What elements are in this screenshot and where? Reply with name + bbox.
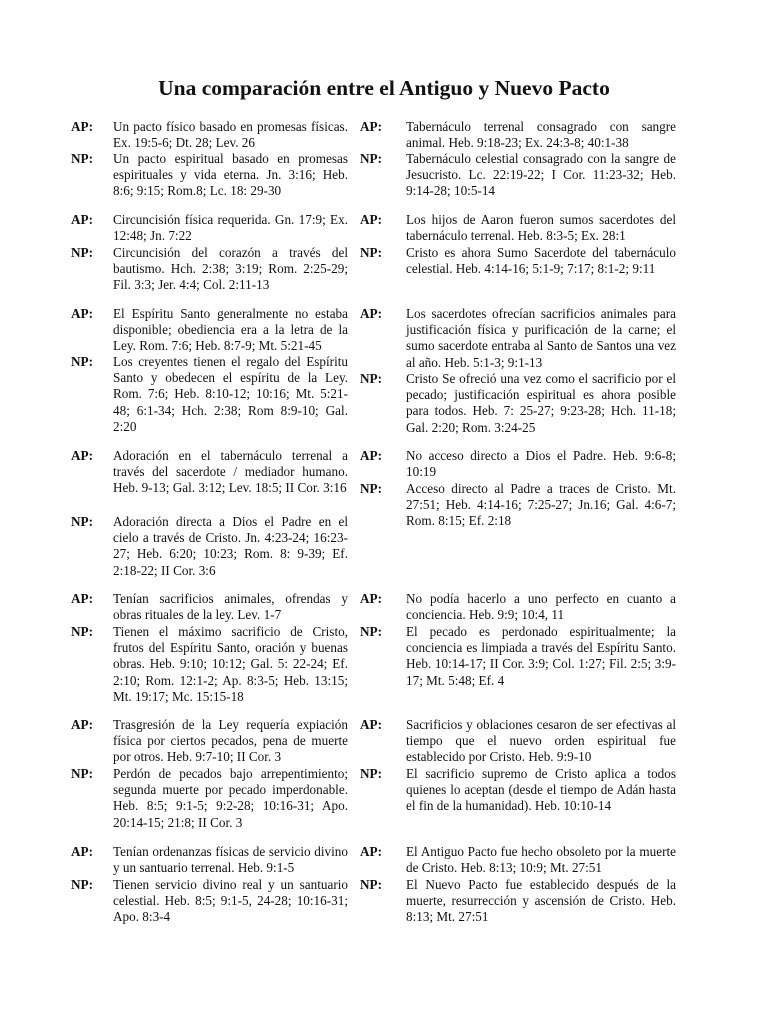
entry-label: AP: (71, 212, 93, 227)
comparison-entry (71, 448, 348, 497)
entry-label: NP: (360, 624, 382, 639)
page-title: Una comparación entre el Antiguo y Nuevo Pacto (158, 76, 610, 100)
entry-text: Perdón de pecados bajo arrepentimiento; segunda muerte por pecado imperdonable. Heb. 8:5; 9:1-5; 9:2-28; 10:16-31; Apo. 20:14-15; 21:8; II Cor. 3 (113, 766, 348, 830)
entry-label: NP: (360, 877, 382, 892)
comparison-entry (71, 591, 348, 623)
entry-label: AP: (360, 448, 382, 463)
entry-text: Tabernáculo celestial consagrado con la sangre de Jesucristo. Lc. 22:19-22; I Cor. 11:23-32; Heb. 9:14-28; 10:5-14 (406, 151, 676, 199)
entry-label: NP: (71, 245, 93, 260)
entry-text: El sacrificio supremo de Cristo aplica a todos quienes lo aceptan (desde el tiempo de Adán hasta el fin de la humanidad). Heb. 10:10-14 (406, 766, 676, 814)
entry-label: NP: (360, 766, 382, 781)
comparison-entry (71, 151, 348, 200)
entry-label: AP: (71, 119, 93, 134)
entry-text: Adoración directa a Dios el Padre en el cielo a través de Cristo. Jn. 4:23-24; 16:23-27; Heb. 6:20; 10:23; Rom. 8: 9-39; Ef. 2:18-22; II Cor. 3:6 (113, 514, 348, 578)
comparison-entry (360, 717, 676, 766)
entry-label: AP: (360, 119, 382, 134)
comparison-entry (360, 371, 676, 436)
comparison-entry (71, 306, 348, 355)
entry-text: Sacrificios y oblaciones cesaron de ser efectivas al tiempo que el nuevo orden espiritual fue establecido por Cristo. Heb. 9:9-10 (406, 717, 676, 765)
entry-text: Tenían ordenanzas físicas de servicio divino y un santuario terrenal. Heb. 9:1-5 (113, 844, 348, 876)
comparison-entry (360, 624, 676, 689)
entry-text: Tabernáculo terrenal consagrado con sangre animal. Heb. 9:18-23; Ex. 24:3-8; 40:1-38 (406, 119, 676, 151)
comparison-entry (360, 481, 676, 530)
comparison-entry (360, 151, 676, 200)
comparison-entry (360, 877, 676, 926)
comparison-entry (71, 245, 348, 294)
entry-text: Los hijos de Aaron fueron sumos sacerdotes del tabernáculo terrenal. Heb. 8:3-5; Ex. 28:1 (406, 212, 676, 244)
comparison-entry (71, 844, 348, 876)
entry-label: AP: (360, 591, 382, 606)
entry-text: Tienen servicio divino real y un santuario celestial. Heb. 8:5; 9:1-5, 24-28; 10:16-31; Apo. 8:3-4 (113, 877, 348, 925)
entry-label: NP: (71, 354, 93, 369)
entry-label: AP: (71, 717, 93, 732)
entry-text: No podía hacerlo a uno perfecto en cuanto a conciencia. Heb. 9:9; 10:4, 11 (406, 591, 676, 623)
comparison-entry (360, 119, 676, 151)
comparison-entry (360, 245, 676, 277)
entry-text: Un pacto físico basado en promesas físicas. Ex. 19:5-6; Dt. 28; Lev. 26 (113, 119, 348, 151)
entry-text: Cristo Se ofreció una vez como el sacrificio por el pecado; justificación espiritual es ahora posible para todos. Heb. 7: 25-27; 9:23-28; Hch. 11-18; Gal. 2:20; Rom. 3:24-25 (406, 371, 676, 435)
comparison-entry (360, 591, 676, 623)
comparison-entry (71, 624, 348, 705)
entry-label: AP: (360, 306, 382, 321)
entry-label: NP: (71, 514, 93, 529)
entry-text: Adoración en el tabernáculo terrenal a través del sacerdote / mediador humano. Heb. 9-13; Gal. 3:12; Lev. 18:5; II Cor. 3:16 (113, 448, 348, 496)
entry-text: No acceso directo a Dios el Padre. Heb. 9:6-8; 10:19 (406, 448, 676, 480)
comparison-entry (71, 212, 348, 244)
entry-label: AP: (360, 212, 382, 227)
entry-text: Los sacerdotes ofrecían sacrificios animales para justificación física y purificación de la carne; el sumo sacerdote entraba al Santo de Santos una vez al año. Heb. 5:1-3; 9:1-13 (406, 306, 676, 370)
entry-label: AP: (71, 306, 93, 321)
comparison-entry (360, 212, 676, 244)
comparison-entry (360, 448, 676, 480)
comparison-entry (360, 766, 676, 815)
entry-label: NP: (360, 245, 382, 260)
entry-text: Un pacto espiritual basado en promesas espirituales y vida eterna. Jn. 3:16; Heb. 8:6; 9:15; Rom.8; Lc. 18: 29-30 (113, 151, 348, 199)
entry-label: NP: (360, 481, 382, 496)
comparison-entry (71, 717, 348, 766)
entry-text: Tienen el máximo sacrificio de Cristo, frutos del Espíritu Santo, oración y buenas obras. Heb. 9:10; 10:12; Gal. 5: 22-24; Ef. 2:10; Rom. 12:1-2; Ap. 8:3-5; Heb. 13:15; Mt. 19:17; Mc. 15:15-18 (113, 624, 348, 704)
comparison-entry (71, 514, 348, 579)
entry-text: Tenían sacrificios animales, ofrendas y obras rituales de la ley. Lev. 1-7 (113, 591, 348, 623)
entry-label: NP: (360, 371, 382, 386)
entry-text: El Antiguo Pacto fue hecho obsoleto por la muerte de Cristo. Heb. 8:13; 10:9; Mt. 27:51 (406, 844, 676, 876)
comparison-entry (71, 354, 348, 435)
entry-label: AP: (360, 717, 382, 732)
entry-label: AP: (360, 844, 382, 859)
entry-text: El pecado es perdonado espiritualmente; la conciencia es limpiada a través del Espíritu Santo. Heb. 10:14-17; II Cor. 3:9; Col. 1:27; Fil. 2:5; 3:9-17; Mt. 5:48; Ef. 4 (406, 624, 676, 688)
entry-text: El Nuevo Pacto fue establecido después de la muerte, resurrección y ascensión de Cristo. Heb. 8:13; Mt. 27:51 (406, 877, 676, 925)
entry-label: AP: (71, 591, 93, 606)
entry-text: Circuncisión física requerida. Gn. 17:9; Ex. 12:48; Jn. 7:22 (113, 212, 348, 244)
entry-label: NP: (71, 624, 93, 639)
entry-label: NP: (71, 877, 93, 892)
entry-label: AP: (71, 844, 93, 859)
entry-text: Trasgresión de la Ley requería expiación física por ciertos pecados, pena de muerte por otros. Heb. 9:7-10; II Cor. 3 (113, 717, 348, 765)
entry-label: NP: (71, 151, 93, 166)
entry-text: El Espíritu Santo generalmente no estaba disponible; obediencia era a la letra de la Ley. Rom. 7:6; Heb. 8:7-9; Mt. 5:21-45 (113, 306, 348, 354)
comparison-entry (71, 766, 348, 831)
comparison-entry (360, 306, 676, 371)
entry-text: Acceso directo al Padre a traces de Cristo. Mt. 27:51; Heb. 4:14-16; 7:25-27; Jn.16; Gal. 4:6-7; Rom. 8:15; Ef. 2:18 (406, 481, 676, 529)
entry-text: Circuncisión del corazón a través del bautismo. Hch. 2:38; 3:19; Rom. 2:25-29; Fil. 3:3; Jer. 4:4; Col. 2:11-13 (113, 245, 348, 293)
entry-label: NP: (71, 766, 93, 781)
comparison-entry (71, 119, 348, 151)
comparison-entry (71, 877, 348, 926)
comparison-entry (360, 844, 676, 876)
entry-label: NP: (360, 151, 382, 166)
entry-text: Los creyentes tienen el regalo del Espíritu Santo y obedecen el espíritu de la Ley. Rom. 7:6; Heb. 8:10-12; 10:16; Mt. 5:21-48; 6:1-34; Hch. 2:38; Rom 8:9-10; Gal. 2:20 (113, 354, 348, 434)
entry-text: Cristo es ahora Sumo Sacerdote del tabernáculo celestial. Heb. 4:14-16; 5:1-9; 7:17; 8:1-2; 9:11 (406, 245, 676, 277)
entry-label: AP: (71, 448, 93, 463)
